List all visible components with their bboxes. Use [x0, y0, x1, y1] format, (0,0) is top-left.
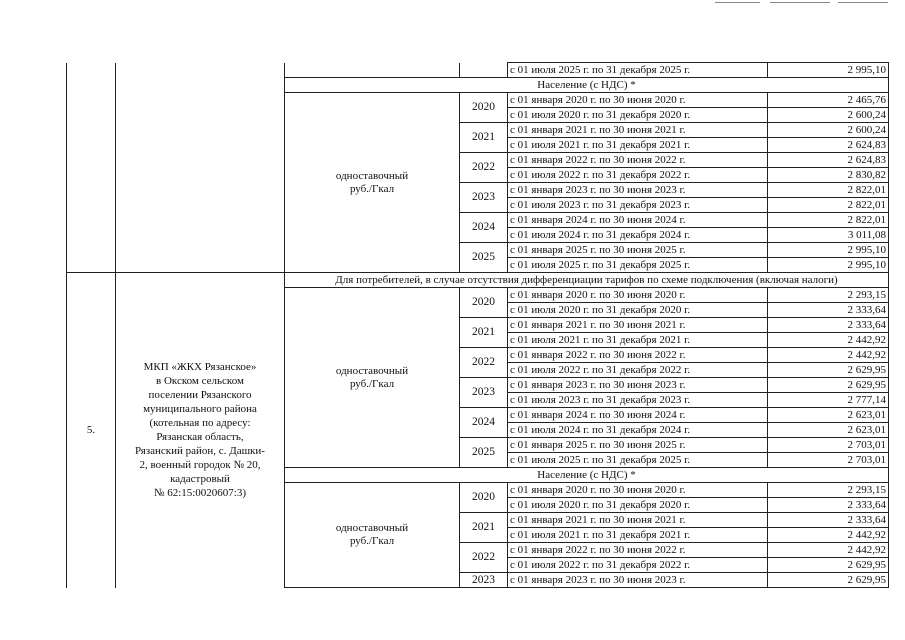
price-cell: 2 822,01 — [768, 213, 889, 228]
period-cell: с 01 января 2020 г. по 30 июня 2020 г. — [508, 483, 768, 498]
period-cell: с 01 января 2025 г. по 30 июня 2025 г. — [508, 438, 768, 453]
period-cell: с 01 января 2023 г. по 30 июня 2023 г. — [508, 378, 768, 393]
section-title: Население (с НДС) * — [285, 78, 889, 93]
section-row — [67, 273, 889, 288]
period-cell: с 01 июля 2022 г. по 31 декабря 2022 г. — [508, 363, 768, 378]
price-cell: 2 830,82 — [768, 168, 889, 183]
period-cell: с 01 июля 2022 г. по 31 декабря 2022 г. — [508, 168, 768, 183]
period-cell: с 01 января 2022 г. по 30 июня 2022 г. — [508, 348, 768, 363]
period-cell: с 01 июля 2021 г. по 31 декабря 2021 г. — [508, 138, 768, 153]
price-cell: 2 600,24 — [768, 123, 889, 138]
text-line: руб./Гкал — [349, 377, 395, 390]
period-cell: с 01 января 2023 г. по 30 июня 2023 г. — [508, 573, 768, 588]
price-cell: 2 822,01 — [768, 198, 889, 213]
year-cell: 2021 — [460, 318, 508, 348]
text-line: одноставочный — [335, 364, 409, 377]
period-cell: с 01 июля 2020 г. по 31 декабря 2020 г. — [508, 108, 768, 123]
year-cell: 2021 — [460, 123, 508, 153]
price-cell: 2 995,10 — [768, 63, 889, 78]
period-cell: с 01 января 2025 г. по 30 июня 2025 г. — [508, 243, 768, 258]
price-cell: 2 442,92 — [768, 333, 889, 348]
text-line: руб./Гкал — [349, 182, 395, 195]
year-cell: 2020 — [460, 288, 508, 318]
year-cell: 2025 — [460, 243, 508, 273]
scan-artifact — [770, 2, 830, 3]
price-cell: 2 442,92 — [768, 528, 889, 543]
period-cell: с 01 января 2021 г. по 30 июня 2021 г. — [508, 318, 768, 333]
price-cell: 2 995,10 — [768, 243, 889, 258]
price-cell: 2 442,92 — [768, 543, 889, 558]
price-cell: 2 777,14 — [768, 393, 889, 408]
price-cell: 2 624,83 — [768, 153, 889, 168]
price-cell: 3 011,08 — [768, 228, 889, 243]
year-cell-prev-cont — [460, 63, 508, 78]
text-line: (котельная по адресу: — [149, 417, 251, 430]
price-cell: 2 995,10 — [768, 258, 889, 273]
table-row — [67, 63, 889, 78]
text-line: муниципального района — [143, 403, 257, 416]
price-cell: 2 293,15 — [768, 288, 889, 303]
period-cell: с 01 июля 2020 г. по 31 декабря 2020 г. — [508, 498, 768, 513]
price-cell: 2 442,92 — [768, 348, 889, 363]
year-cell: 2022 — [460, 153, 508, 183]
price-cell: 2 333,64 — [768, 513, 889, 528]
price-cell: 2 623,01 — [768, 408, 889, 423]
tariff-type-cell — [285, 288, 460, 468]
price-cell: 2 333,64 — [768, 498, 889, 513]
period-cell: с 01 июля 2025 г. по 31 декабря 2025 г. — [508, 258, 768, 273]
text-line: 2, военный городок № 20, — [139, 459, 261, 472]
price-cell: 2 629,95 — [768, 378, 889, 393]
text-line: поселении Рязанского — [148, 389, 252, 402]
period-cell: с 01 января 2023 г. по 30 июня 2023 г. — [508, 183, 768, 198]
price-cell: 2 333,64 — [768, 318, 889, 333]
year-cell: 2022 — [460, 348, 508, 378]
period-cell: с 01 июля 2023 г. по 31 декабря 2023 г. — [508, 393, 768, 408]
scan-artifact — [838, 2, 888, 3]
row-number: 5. — [67, 273, 116, 588]
type-cell-prev-cont — [285, 63, 460, 78]
year-cell: 2020 — [460, 93, 508, 123]
price-cell: 2 600,24 — [768, 108, 889, 123]
text-line: одноставочный — [335, 169, 409, 182]
price-cell: 2 629,95 — [768, 558, 889, 573]
price-cell: 2 293,15 — [768, 483, 889, 498]
price-cell: 2 703,01 — [768, 438, 889, 453]
year-cell: 2025 — [460, 438, 508, 468]
period-cell: с 01 января 2022 г. по 30 июня 2022 г. — [508, 543, 768, 558]
text-line: МКП «ЖКХ Рязанское» — [143, 361, 257, 374]
period-cell: с 01 июля 2025 г. по 31 декабря 2025 г. — [508, 63, 768, 78]
period-cell: с 01 января 2024 г. по 30 июня 2024 г. — [508, 213, 768, 228]
price-cell: 2 629,95 — [768, 573, 889, 588]
period-cell: с 01 января 2022 г. по 30 июня 2022 г. — [508, 153, 768, 168]
period-cell: с 01 января 2020 г. по 30 июня 2020 г. — [508, 288, 768, 303]
section-title: Для потребителей, в случае отсутствия дифференциации тарифов по схеме подключения (включая налоги) — [285, 273, 889, 288]
year-cell: 2023 — [460, 183, 508, 213]
year-cell: 2023 — [460, 378, 508, 408]
price-cell: 2 703,01 — [768, 453, 889, 468]
text-line: одноставочный — [335, 522, 409, 534]
text-line: № 62:15:0020607:3) — [153, 487, 247, 500]
period-cell: с 01 июля 2025 г. по 31 декабря 2025 г. — [508, 453, 768, 468]
period-cell: с 01 июля 2021 г. по 31 декабря 2021 г. — [508, 333, 768, 348]
price-cell: 2 629,95 — [768, 363, 889, 378]
tariff-type-cell — [285, 483, 460, 588]
price-cell: 2 624,83 — [768, 138, 889, 153]
price-cell: 2 465,76 — [768, 93, 889, 108]
price-cell: 2 623,01 — [768, 423, 889, 438]
period-cell: с 01 января 2021 г. по 30 июня 2021 г. — [508, 123, 768, 138]
period-cell: с 01 января 2020 г. по 30 июня 2020 г. — [508, 93, 768, 108]
period-cell: с 01 января 2021 г. по 30 июня 2021 г. — [508, 513, 768, 528]
period-cell: с 01 июля 2022 г. по 31 декабря 2022 г. — [508, 558, 768, 573]
text-line: в Окском сельском — [156, 375, 244, 388]
price-cell: 2 822,01 — [768, 183, 889, 198]
tariff-type-cell — [285, 93, 460, 273]
year-cell: 2020 — [460, 483, 508, 513]
period-cell: с 01 июля 2024 г. по 31 декабря 2024 г. — [508, 423, 768, 438]
period-cell: с 01 июля 2023 г. по 31 декабря 2023 г. — [508, 198, 768, 213]
period-cell: с 01 января 2024 г. по 30 июня 2024 г. — [508, 408, 768, 423]
period-cell: с 01 июля 2020 г. по 31 декабря 2020 г. — [508, 303, 768, 318]
period-cell: с 01 июля 2021 г. по 31 декабря 2021 г. — [508, 528, 768, 543]
tariff-table — [66, 62, 889, 588]
text-line: Рязанский район, с. Дашки- — [135, 445, 265, 458]
text-line: руб./Гкал — [349, 535, 395, 547]
price-cell: 2 333,64 — [768, 303, 889, 318]
year-cell: 2024 — [460, 408, 508, 438]
number-cell-prev — [67, 63, 116, 273]
year-cell: 2022 — [460, 543, 508, 573]
year-cell: 2021 — [460, 513, 508, 543]
year-cell: 2023 — [460, 573, 508, 588]
section-title: Население (с НДС) * — [285, 468, 889, 483]
organization-name — [116, 273, 285, 588]
year-cell: 2024 — [460, 213, 508, 243]
name-cell-prev — [116, 63, 285, 273]
scan-artifact — [715, 2, 760, 3]
text-line: Рязанская область, — [156, 431, 244, 444]
period-cell: с 01 июля 2024 г. по 31 декабря 2024 г. — [508, 228, 768, 243]
text-line: кадастровый — [170, 473, 230, 486]
